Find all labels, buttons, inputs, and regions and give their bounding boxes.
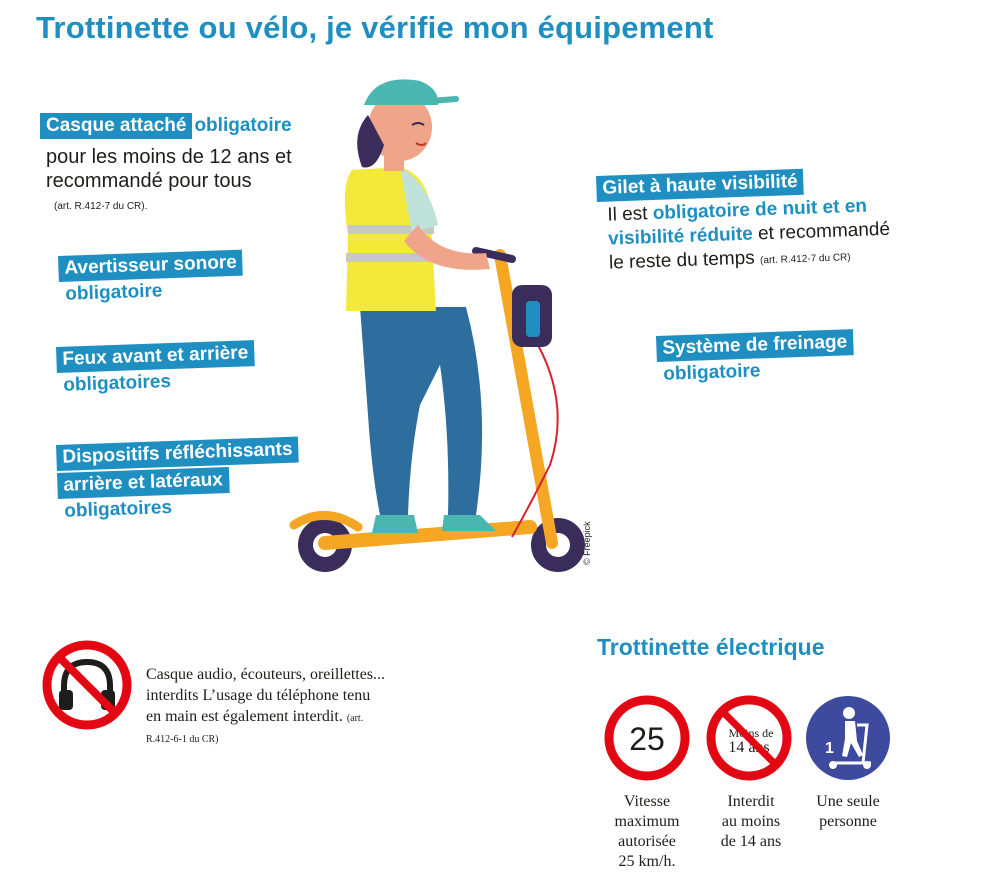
rider-caption [798,792,898,832]
helmet-block [40,113,292,212]
reflectors-label-1: Dispositifs réfléchissants [56,437,299,471]
speed-limit-sign [604,695,690,781]
headphones-line3: en main est également interdit. [146,708,347,725]
vest-hl1: obligatoire de nuit et en [652,195,868,225]
headphones-line2: interdits L’usage du téléphone tenu [146,687,371,704]
reflectors-sub: obligatoires [63,496,173,522]
single-rider-sign [805,695,891,781]
headphones-text [146,664,385,750]
rider-count: 1 [825,740,834,757]
helmet-line2: recommandé pour tous [46,170,252,192]
speed-caption-line: 25 km/h. [618,853,676,870]
lights-label: Feux avant et arrière [56,340,255,373]
speed-value: 25 [629,721,665,757]
lights-sub: obligatoires [62,371,172,396]
page-title: Trottinette ou vélo, je vérifie mon équipement [36,10,714,45]
brakes-label: Système de freinage [656,329,854,362]
speed-caption-line: autorisée [618,833,676,850]
headphones-ref-b: R.412-6-1 du CR) [146,734,219,745]
rider-caption-line: personne [819,813,877,830]
vest-line3: le reste du temps [608,247,761,274]
image-credit: © Freepick [582,521,592,565]
scooter-illustration [280,75,600,585]
age-sign-text-2: 14 ans [728,739,770,756]
helmet-ref: (art. R.412-7 du CR). [54,201,148,212]
vest-pre: Il est [607,203,654,226]
speed-caption-line: maximum [614,813,680,830]
vest-label: Gilet à haute visibilité [596,169,804,202]
age-sign-text-1: Moins de [728,726,774,740]
age-caption [701,792,801,852]
brakes-sub: obligatoire [662,360,761,385]
age-caption-line: de 14 ans [720,833,782,850]
horn-block [58,250,244,306]
reflectors-block [56,437,301,523]
vest-block [596,166,891,279]
headphones-line1: Casque audio, écouteurs, oreillettes... [146,666,386,683]
headphones-ref-a: (art. [346,713,364,724]
vest-ref: (art. R.412-7 du CR) [759,252,851,267]
helmet-mandatory: obligatoire [194,115,292,136]
horn-label: Avertisseur sonore [58,250,243,282]
speed-caption-line: Vitesse [623,793,671,810]
trousers [360,307,482,515]
helmet-line1: pour les moins de 12 ans et [46,146,292,168]
vest-post: et recommandé [752,218,891,245]
escooter-heading: Trottinette électrique [597,634,825,660]
reflectors-label-2: arrière et latéraux [57,467,229,499]
helmet-label: Casque attaché [40,113,192,139]
age-limit-sign [706,695,792,781]
age-caption-line: Interdit [727,793,775,810]
vest-hl2: visibilité réduite [607,223,754,250]
age-caption-line: au moins [721,813,781,830]
speed-caption [597,792,697,872]
rider-caption-line: Une seule [816,793,880,810]
brakes-block [656,329,854,386]
no-headphones-icon [42,640,132,730]
lights-block [56,340,255,397]
horn-sub: obligatoire [64,280,163,305]
